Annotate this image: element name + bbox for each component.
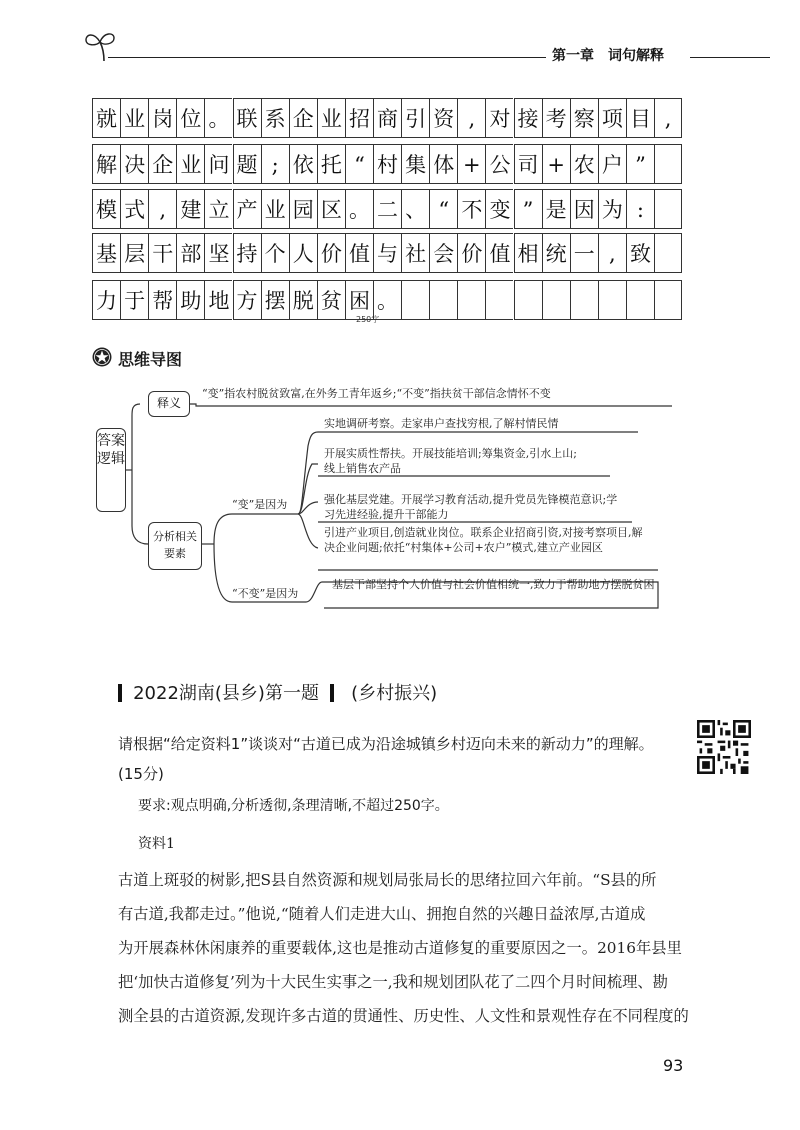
grid-cell: 价 bbox=[457, 233, 485, 273]
grid-cell: 区 bbox=[317, 189, 345, 229]
grid-cell: 脱 bbox=[289, 280, 317, 320]
mind-map-no-change-label: “不变”是因为 bbox=[232, 587, 299, 600]
star-badge-icon bbox=[92, 347, 112, 367]
grid-cell: 价 bbox=[317, 233, 345, 273]
grid-cell: 、 bbox=[401, 189, 429, 229]
grid-cell bbox=[457, 280, 485, 320]
question-heading bbox=[118, 679, 437, 707]
question-score: (15分) bbox=[118, 765, 164, 783]
grid-cell: 于 bbox=[120, 280, 148, 320]
grid-cell: , bbox=[654, 98, 682, 138]
grid-cell bbox=[514, 280, 542, 320]
grid-cell: , bbox=[148, 189, 176, 229]
grid-cell: 相 bbox=[514, 233, 542, 273]
page-number: 93 bbox=[663, 1056, 684, 1075]
grid-cell: 园 bbox=[289, 189, 317, 229]
grid-cell: ” bbox=[514, 189, 542, 229]
grid-cell: 司 bbox=[514, 144, 542, 184]
grid-cell: 变 bbox=[485, 189, 513, 229]
grid-cell: 。 bbox=[204, 98, 232, 138]
grid-cell: 一 bbox=[570, 233, 598, 273]
grid-cell: 对 bbox=[485, 98, 513, 138]
word-count: 250字 bbox=[356, 315, 380, 324]
grid-cell bbox=[654, 233, 682, 273]
grid-cell: 持 bbox=[233, 233, 261, 273]
mind-map-root: 答案逻辑 bbox=[96, 428, 126, 512]
grid-cell: 地 bbox=[204, 280, 232, 320]
grid-cell: 项 bbox=[598, 98, 626, 138]
heading-bar bbox=[330, 684, 334, 702]
grid-cell: 社 bbox=[401, 233, 429, 273]
grid-cell: 企 bbox=[148, 144, 176, 184]
grid-cell: 位 bbox=[176, 98, 204, 138]
mind-map-change-item: 实地调研考察。走家串户查找穷根,了解村情民情 bbox=[324, 417, 559, 430]
mind-map-analysis-label: 分析相关要素 bbox=[148, 522, 202, 570]
material-line: 把‘加快古道修复’列为十大民生实事之一,我和规划团队花了二四个月时间梳理、勘 bbox=[118, 973, 668, 991]
qr-code-icon[interactable] bbox=[697, 720, 751, 774]
grid-cell: 坚 bbox=[204, 233, 232, 273]
grid-cell bbox=[429, 280, 457, 320]
grid-cell: 业 bbox=[317, 98, 345, 138]
grid-cell: 干 bbox=[148, 233, 176, 273]
grid-cell: 体 bbox=[429, 144, 457, 184]
grid-cell: 目 bbox=[626, 98, 654, 138]
material-line: 有古道,我都走过。”他说,“随着人们走进大山、拥抱自然的兴趣日益浓厚,古道成 bbox=[118, 905, 646, 923]
grid-cell: 帮 bbox=[148, 280, 176, 320]
grid-cell: 业 bbox=[120, 98, 148, 138]
grid-cell: + bbox=[457, 144, 485, 184]
grid-cell: 。 bbox=[373, 280, 401, 320]
grid-cell bbox=[570, 280, 598, 320]
grid-cell: 模 bbox=[92, 189, 120, 229]
grid-cell bbox=[401, 280, 429, 320]
grid-cell: 公 bbox=[485, 144, 513, 184]
grid-cell: 问 bbox=[204, 144, 232, 184]
grid-cell: “ bbox=[429, 189, 457, 229]
grid-cell: 力 bbox=[92, 280, 120, 320]
mind-map-change-item: 引进产业项目,创造就业岗位。联系企业招商引资,对接考察项目,解决企业问题;依托“村集体+公司+农户”模式,建立产业园区 bbox=[324, 526, 643, 554]
grid-cell: 因 bbox=[570, 189, 598, 229]
material-title: 资料1 bbox=[138, 836, 175, 852]
material-line: 为开展森林休闲康养的重要载体,这也是推动古道修复的重要原因之一。2016年县里 bbox=[118, 939, 682, 957]
grid-cell: 系 bbox=[261, 98, 289, 138]
grid-cell: 决 bbox=[120, 144, 148, 184]
grid-cell: : bbox=[626, 189, 654, 229]
grid-cell bbox=[626, 280, 654, 320]
grid-cell: 贫 bbox=[317, 280, 345, 320]
grid-cell: 二 bbox=[373, 189, 401, 229]
grid-cell: 为 bbox=[598, 189, 626, 229]
grid-cell: 值 bbox=[485, 233, 513, 273]
grid-cell: 致 bbox=[626, 233, 654, 273]
grid-cell bbox=[654, 144, 682, 184]
mind-map-change-item: 强化基层党建。开展学习教育活动,提升党员先锋模范意识;学习先进经验,提升干部能力 bbox=[324, 493, 618, 521]
grid-cell bbox=[485, 280, 513, 320]
grid-cell: 人 bbox=[289, 233, 317, 273]
grid-cell: 值 bbox=[345, 233, 373, 273]
grid-cell: 解 bbox=[92, 144, 120, 184]
grid-cell: 托 bbox=[317, 144, 345, 184]
grid-cell: 摆 bbox=[261, 280, 289, 320]
grid-cell: 个 bbox=[261, 233, 289, 273]
grid-cell: , bbox=[598, 233, 626, 273]
grid-row bbox=[92, 189, 682, 229]
grid-cell: 考 bbox=[542, 98, 570, 138]
grid-cell bbox=[654, 280, 682, 320]
grid-row bbox=[92, 144, 682, 184]
grid-cell: 困 bbox=[345, 280, 373, 320]
grid-cell: 引 bbox=[401, 98, 429, 138]
grid-row bbox=[92, 280, 682, 320]
grid-cell: 产 bbox=[233, 189, 261, 229]
mind-map-explanation-label: 释义 bbox=[148, 391, 190, 417]
grid-cell: 联 bbox=[233, 98, 261, 138]
grid-cell: , bbox=[457, 98, 485, 138]
grid-cell: 部 bbox=[176, 233, 204, 273]
grid-cell: “ bbox=[345, 144, 373, 184]
grid-row bbox=[92, 98, 682, 138]
grid-cell: ; bbox=[261, 144, 289, 184]
grid-cell: 式 bbox=[120, 189, 148, 229]
mind-map-no-change-item: 基层干部坚持个人价值与社会价值相统一,致力于帮助地方摆脱贫困 bbox=[332, 578, 655, 591]
grid-cell bbox=[542, 280, 570, 320]
grid-cell: 农 bbox=[570, 144, 598, 184]
header-rule bbox=[108, 57, 546, 58]
grid-cell: ” bbox=[626, 144, 654, 184]
mind-map bbox=[92, 376, 672, 636]
grid-cell: 层 bbox=[120, 233, 148, 273]
question-tag: (乡村振兴) bbox=[351, 683, 438, 704]
grid-cell: 助 bbox=[176, 280, 204, 320]
grid-cell: 方 bbox=[233, 280, 261, 320]
grid-cell bbox=[598, 280, 626, 320]
grid-cell: 户 bbox=[598, 144, 626, 184]
grid-cell: 资 bbox=[429, 98, 457, 138]
chapter-title: 第一章 词句解释 bbox=[552, 48, 664, 64]
heading-bar bbox=[118, 684, 122, 702]
grid-cell: 村 bbox=[373, 144, 401, 184]
grid-cell: 统 bbox=[542, 233, 570, 273]
grid-cell: 建 bbox=[176, 189, 204, 229]
grid-cell: 不 bbox=[457, 189, 485, 229]
grid-cell: 会 bbox=[429, 233, 457, 273]
grid-cell: 与 bbox=[373, 233, 401, 273]
grid-cell: 依 bbox=[289, 144, 317, 184]
grid-cell: 。 bbox=[345, 189, 373, 229]
grid-cell: 是 bbox=[542, 189, 570, 229]
grid-cell: 立 bbox=[204, 189, 232, 229]
header-rule-right bbox=[690, 57, 770, 58]
grid-cell: 就 bbox=[92, 98, 120, 138]
grid-cell: 岗 bbox=[148, 98, 176, 138]
mind-map-title: 思维导图 bbox=[118, 350, 183, 369]
requirement-text: 要求:观点明确,分析透彻,条理清晰,不超过250字。 bbox=[138, 798, 449, 814]
grid-cell bbox=[654, 189, 682, 229]
grid-cell: + bbox=[542, 144, 570, 184]
question-title: 2022湖南(县乡)第一题 bbox=[133, 683, 319, 704]
grid-cell: 业 bbox=[261, 189, 289, 229]
material-line: 古道上斑驳的树影,把S县自然资源和规划局张局长的思绪拉回六年前。“S县的所 bbox=[118, 871, 657, 889]
grid-cell: 企 bbox=[289, 98, 317, 138]
grid-cell: 察 bbox=[570, 98, 598, 138]
question-prompt: 请根据“给定资料1”谈谈对“古道已成为沿途城镇乡村迈向未来的新动力”的理解。 bbox=[118, 735, 654, 753]
grid-cell: 基 bbox=[92, 233, 120, 273]
material-line: 测全县的古道资源,发现许多古道的贯通性、历史性、人文性和景观性存在不同程度的 bbox=[118, 1007, 689, 1025]
page-header bbox=[0, 0, 800, 80]
mind-map-change-item: 开展实质性帮扶。开展技能培训;筹集资金,引水上山;线上销售农产品 bbox=[324, 447, 577, 475]
grid-cell: 业 bbox=[176, 144, 204, 184]
grid-cell: 接 bbox=[514, 98, 542, 138]
grid-row bbox=[92, 233, 682, 273]
mind-map-change-label: “变”是因为 bbox=[232, 498, 288, 511]
grid-cell: 集 bbox=[401, 144, 429, 184]
grid-cell: 题 bbox=[233, 144, 261, 184]
grid-cell: 招 bbox=[345, 98, 373, 138]
mind-map-explanation-text: “变”指农村脱贫致富,在外务工青年返乡;“不变”指扶贫干部信念情怀不变 bbox=[202, 387, 551, 400]
grid-cell: 商 bbox=[373, 98, 401, 138]
